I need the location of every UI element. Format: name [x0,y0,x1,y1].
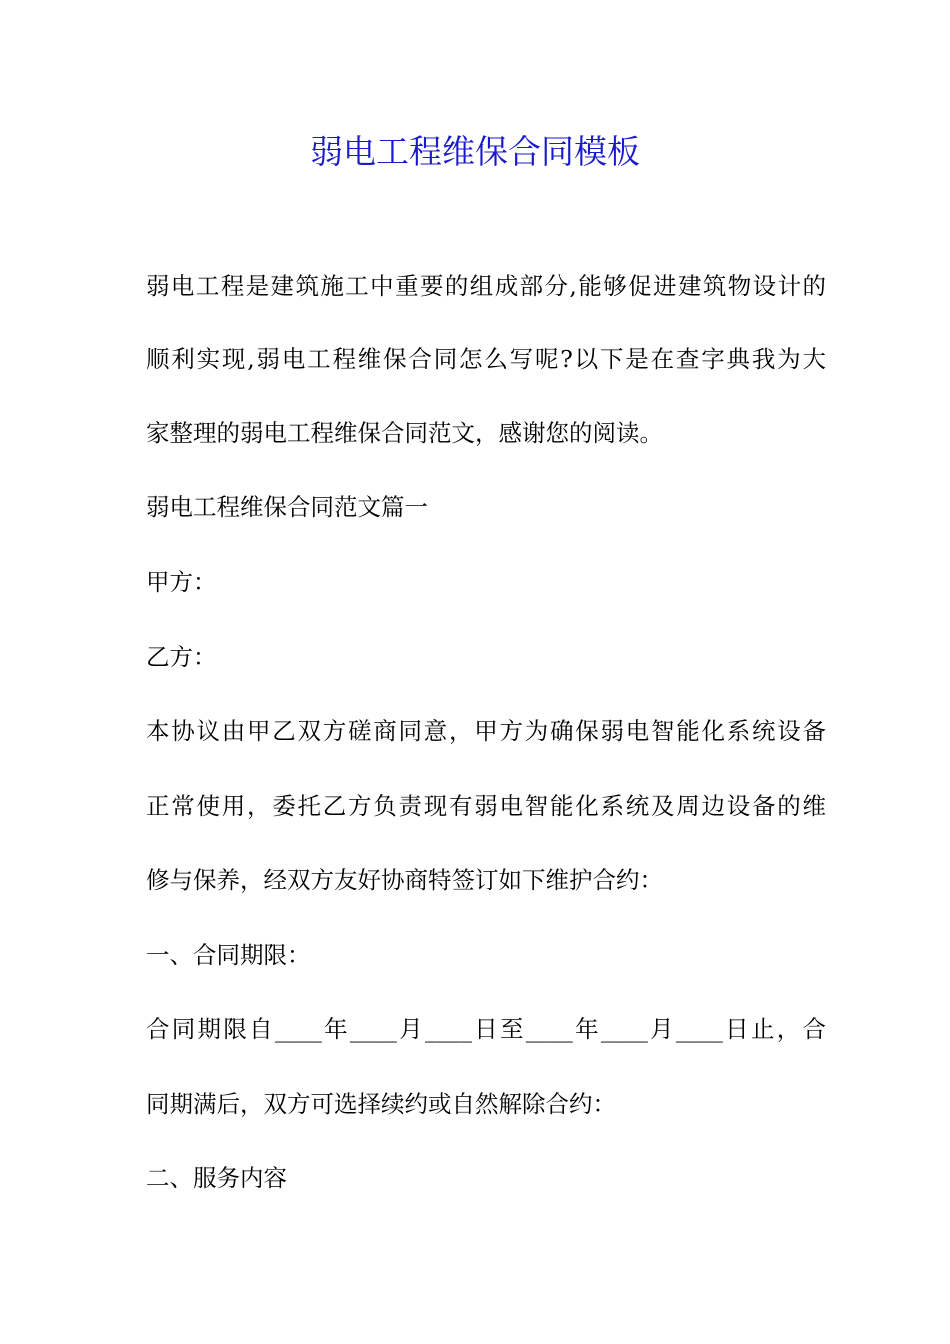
party-b-label: 乙方： [146,643,217,671]
paragraph-line: 合同期限自____年____月____日至____年____月____日止，合 [146,1015,826,1043]
paragraph-line: 顺利实现,弱电工程维保合同怎么写呢?以下是在查字典我为大 [146,345,826,373]
paragraph-line: 修与保养，经双方友好协商特签订如下维护合约： [146,866,663,894]
document-title: 弱电工程维保合同模板 [310,132,640,171]
section-heading: 弱电工程维保合同范文篇一 [146,493,428,521]
paragraph-line: 本协议由甲乙双方磋商同意，甲方为确保弱电智能化系统设备 [146,717,826,745]
paragraph-line: 正常使用，委托乙方负责现有弱电智能化系统及周边设备的维 [146,792,826,820]
clause-heading: 二、服务内容 [146,1164,287,1192]
paragraph-line: 同期满后，双方可选择续约或自然解除合约： [146,1090,616,1118]
paragraph-line: 弱电工程是建筑施工中重要的组成部分,能够促进建筑物设计的 [146,272,826,300]
party-a-label: 甲方： [146,568,217,596]
clause-heading: 一、合同期限： [146,941,311,969]
paragraph-line: 家整理的弱电工程维保合同范文，感谢您的阅读。 [146,419,663,447]
